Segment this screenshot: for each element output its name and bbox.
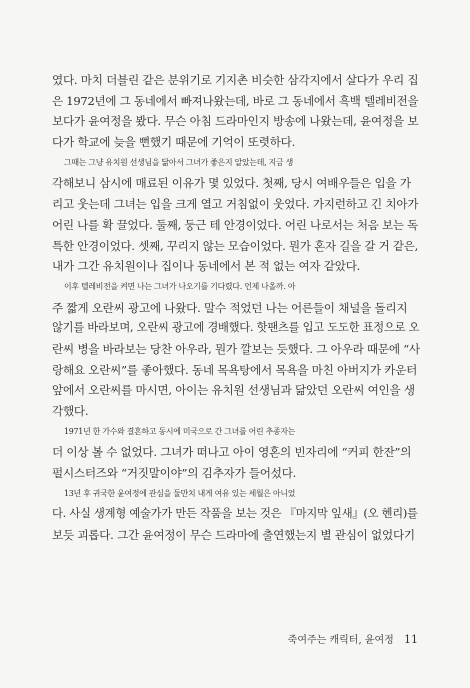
text-line: 란씨 병을 바라보는 당찬 아우라, 뭔가 깔보는 듯했다. 그 아우라 때문에 “사 [52, 341, 420, 356]
paragraph-4 [52, 422, 420, 484]
text-line: 어린 나를 확 끌었다. 둘째, 둥근 테 안경이었다. 어린 나로서는 처음 보는 독 [52, 217, 418, 232]
text-line: 랑해요 오란씨”를 좋아했다. 동네 목욕탕에서 목욕을 마친 아버지가 카운터 [52, 362, 418, 377]
text-line: 펄시스터즈와 “거짓말이야”의 김추자가 들어섰다. [52, 466, 297, 481]
text-line: 다. 사실 생계형 예술가가 만든 작품을 보는 것은 『마지막 잎새』(오 헨리)를 [52, 507, 418, 521]
page-footer [288, 631, 418, 646]
running-title: 죽여주는 캐릭터, 윤여정 [287, 635, 394, 646]
text-line: 앞에서 오란씨를 마시면, 아이는 유치원 선생님과 닮았던 오란씨 여인을 생 [52, 383, 415, 398]
text-line: 이후 텔레비전을 켜면 나는 그녀가 나오기를 기다렸다. 언제 나올까. 아 [64, 281, 296, 291]
text-line: 각해보니 삼시에 매료된 이유가 몇 있었다. 첫째, 당시 여배우들은 입을 가 [52, 176, 411, 191]
text-line: 각했다. [52, 404, 89, 418]
text-line: 더 이상 볼 수 없었다. 그녀가 떠나고 아이 영혼의 빈자리에 “커피 한잔”의 [52, 445, 412, 460]
body-text [52, 70, 420, 546]
text-line: 주 짧게 오란씨 광고에 나왔다. 말수 적었던 나는 어른들이 채널을 돌리지 [52, 300, 408, 315]
text-line: 다가 학교에 늦을 뻔했기 때문에 기억이 또렷하다. [52, 135, 296, 150]
text-line: 특한 안경이었다. 셋째, 꾸리지 않는 모습이었다. 뭔가 혼자 길을 갈 거 같은, [52, 238, 418, 253]
text-line: 은 1972년에 그 동네에서 빠져나왔는데, 바로 그 동네에서 흑백 텔레비전을 [52, 93, 419, 108]
text-line: 13년 후 귀국한 윤여정에 관심을 둘만치 내게 여유 있는 세월은 아니었 [64, 488, 296, 498]
page-number: 11 [404, 633, 418, 646]
text-line: 1971년 한 가수와 결혼하고 동시에 미국으로 간 그녀를 어린 추종자는 [64, 426, 296, 436]
paragraph-1 [52, 70, 420, 153]
paragraph-3 [52, 277, 420, 422]
text-line: 않기를 바라보며, 오란씨 광고에 경배했다. 핫팬츠를 입고 도도한 표정으로 오 [52, 321, 420, 335]
text-line: 리고 웃는데 그녀는 입을 크게 열고 거침없이 웃었다. 가지런하고 긴 치아가 [52, 197, 419, 212]
text-line: 보듯 괴롭다. 그간 윤여정이 무슨 드라마에 출연했는지 별 관심이 없었다기 [52, 528, 415, 543]
paragraph-2 [52, 153, 420, 277]
text-line: 보다가 윤여정을 봤다. 무슨 아침 드라마인지 방송에 나왔는데, 윤여정을 보 [52, 114, 419, 129]
text-line: 그때는 그냥 유치원 선생님을 닮아서 그녀가 좋은지 알았는데, 지금 생 [64, 157, 294, 167]
paragraph-5 [52, 484, 420, 546]
text-line: 였다. 마치 더블린 같은 분위기로 기지촌 비슷한 삼각지에서 살다가 우리 집 [52, 73, 419, 87]
text-line: 내가 그간 유치원이나 집이나 동네에서 본 적 없는 여자 같았다. [52, 259, 361, 274]
